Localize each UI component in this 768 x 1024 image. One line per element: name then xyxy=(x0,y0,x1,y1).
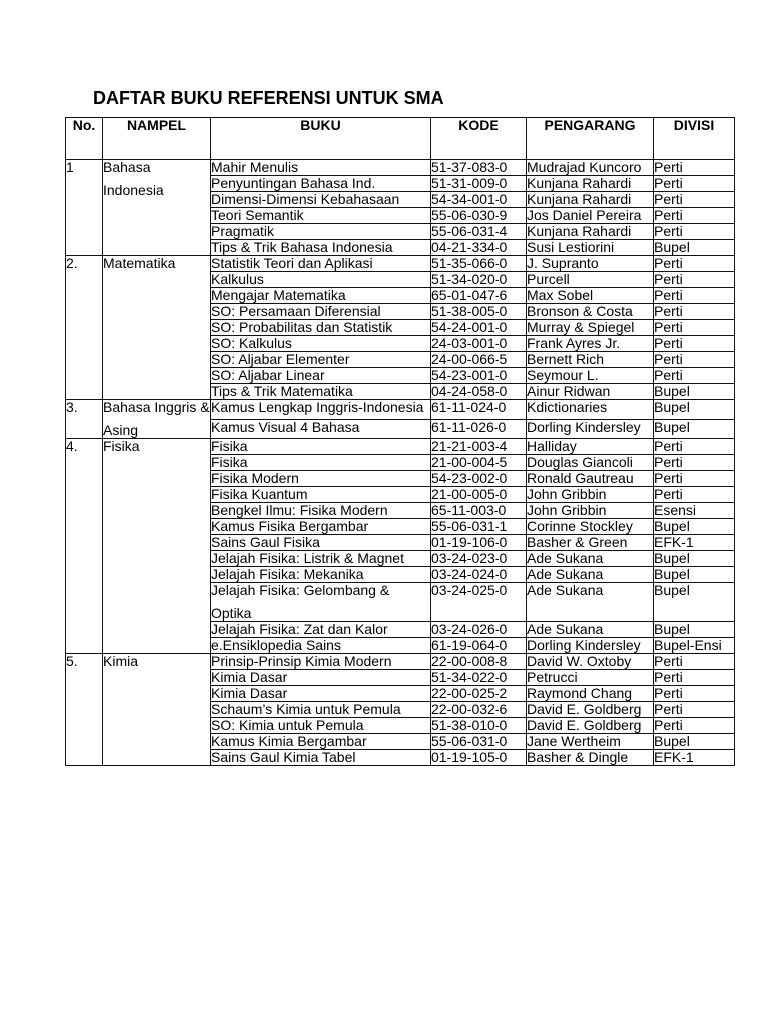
book-code: 24-03-001-0 xyxy=(431,335,508,351)
book-author-cell xyxy=(527,750,654,766)
reference-table xyxy=(65,117,735,766)
book-division: Bupel xyxy=(654,582,690,598)
book-author: David W. Oxtoby xyxy=(527,653,632,669)
book-title: SO: Persamaan Diferensial xyxy=(211,303,381,319)
book-code: 54-23-001-0 xyxy=(431,367,508,383)
book-code: 01-19-106-0 xyxy=(431,534,508,550)
book-division: Perti xyxy=(654,653,683,669)
book-author: John Gribbin xyxy=(527,502,607,518)
book-author: Douglas Giancoli xyxy=(527,454,633,470)
book-author-cell xyxy=(527,583,654,622)
book-title: SO: Kimia untuk Pemula xyxy=(211,717,364,733)
subject-name: Bahasa Indonesia xyxy=(103,159,164,198)
group-number-cell xyxy=(66,160,103,256)
book-code: 03-24-023-0 xyxy=(431,550,508,566)
book-division: Perti xyxy=(654,303,683,319)
book-division: EFK-1 xyxy=(654,749,694,765)
book-title: Prinsip-Prinsip Kimia Modern xyxy=(211,653,392,669)
book-author: Ronald Gautreau xyxy=(527,470,634,486)
book-author: Jane Wertheim xyxy=(527,733,621,749)
book-title: Fisika xyxy=(211,438,248,454)
book-code: 22-00-008-8 xyxy=(431,653,508,669)
header-buku-cell xyxy=(211,118,431,160)
book-title: Jelajah Fisika: Mekanika xyxy=(211,566,364,582)
book-division: Perti xyxy=(654,717,683,733)
subject-name-cell xyxy=(103,256,211,400)
book-author: Purcell xyxy=(527,271,570,287)
book-title: Fisika xyxy=(211,454,248,470)
book-author: Kunjana Rahardi xyxy=(527,175,632,191)
book-title-cell xyxy=(211,750,431,766)
book-author: J. Supranto xyxy=(527,255,599,271)
book-division: Perti xyxy=(654,207,683,223)
book-code: 51-38-005-0 xyxy=(431,303,508,319)
book-author: Murray & Spiegel xyxy=(527,319,635,335)
book-title: Tips & Trik Matematika xyxy=(211,383,353,399)
book-title: Mahir Menulis xyxy=(211,159,299,175)
book-code: 22-00-025-2 xyxy=(431,685,508,701)
book-author: Ade Sukana xyxy=(527,621,604,637)
book-code: 03-24-026-0 xyxy=(431,621,508,637)
book-code: 51-34-022-0 xyxy=(431,669,508,685)
subject-name-cell xyxy=(103,654,211,766)
subject-name: Fisika xyxy=(103,438,140,454)
book-author: Jos Daniel Pereira xyxy=(527,207,642,223)
book-title: SO: Aljabar Linear xyxy=(211,367,325,383)
book-code: 21-21-003-4 xyxy=(431,438,508,454)
book-code: 51-34-020-0 xyxy=(431,271,508,287)
book-code: 61-19-064-0 xyxy=(431,637,508,653)
book-author: Max Sobel xyxy=(527,287,594,303)
group-number-cell xyxy=(66,439,103,654)
book-title: Jelajah Fisika: Listrik & Magnet xyxy=(211,550,404,566)
book-division: Perti xyxy=(654,319,683,335)
book-title: Jelajah Fisika: Zat dan Kalor xyxy=(211,621,388,637)
book-title: Kalkulus xyxy=(211,271,264,287)
book-author: Dorling Kindersley xyxy=(527,637,641,653)
book-code: 24-00-066-5 xyxy=(431,351,508,367)
book-division: Bupel-Ensi xyxy=(654,637,722,653)
book-division: Bupel xyxy=(654,621,690,637)
book-author: Ade Sukana xyxy=(527,566,604,582)
book-title: Pragmatik xyxy=(211,223,275,239)
book-division: Perti xyxy=(654,351,683,367)
header-divisi-cell xyxy=(654,118,735,160)
book-code: 54-24-001-0 xyxy=(431,319,508,335)
header-row xyxy=(66,118,735,160)
book-division: Perti xyxy=(654,287,683,303)
header-kode-cell xyxy=(431,118,527,160)
book-code: 65-01-047-6 xyxy=(431,287,508,303)
book-title: Schaum’s Kimia untuk Pemula xyxy=(211,701,401,717)
book-division: Perti xyxy=(654,175,683,191)
book-author: Bernett Rich xyxy=(527,351,605,367)
book-code: 04-21-334-0 xyxy=(431,239,508,255)
book-code: 55-06-031-1 xyxy=(431,518,508,534)
book-title: Kamus Fisika Bergambar xyxy=(211,518,369,534)
book-division: Bupel xyxy=(654,383,690,399)
book-code: 03-24-024-0 xyxy=(431,566,508,582)
book-code: 61-11-024-0 xyxy=(431,399,507,415)
header-buku: BUKU xyxy=(300,117,341,133)
book-division: Perti xyxy=(654,335,683,351)
book-title: Jelajah Fisika: Gelombang & Optika xyxy=(211,582,390,621)
book-division: Perti xyxy=(654,255,683,271)
subject-name: Bahasa Inggris & Asing xyxy=(103,399,210,438)
group-number-cell xyxy=(66,256,103,400)
book-author: Kunjana Rahardi xyxy=(527,223,632,239)
book-division-cell xyxy=(654,583,735,622)
book-author: David E. Goldberg xyxy=(527,717,642,733)
book-author: Bronson & Costa xyxy=(527,303,633,319)
book-author: Basher & Dingle xyxy=(527,749,629,765)
subject-name-cell xyxy=(103,439,211,654)
book-code: 03-24-025-0 xyxy=(431,582,508,598)
group-number-cell xyxy=(66,654,103,766)
header-no-cell xyxy=(66,118,103,160)
book-division: Bupel xyxy=(654,418,690,435)
book-author: David E. Goldberg xyxy=(527,701,642,717)
book-author: Kdictionaries xyxy=(527,399,608,415)
book-author: Frank Ayres Jr. xyxy=(527,335,621,351)
book-author: Corinne Stockley xyxy=(527,518,633,534)
book-title: Mengajar Matematika xyxy=(211,287,346,303)
book-division: Perti xyxy=(654,438,683,454)
book-title: Sains Gaul Fisika xyxy=(211,534,320,550)
book-division: Perti xyxy=(654,669,683,685)
book-author: Dorling Kindersley xyxy=(527,418,641,435)
book-title: SO: Aljabar Elementer xyxy=(211,351,350,367)
book-code: 65-11-003-0 xyxy=(431,502,507,518)
group-number: 2. xyxy=(66,255,78,271)
book-title: Kimia Dasar xyxy=(211,669,288,685)
book-code: 54-34-001-0 xyxy=(431,191,508,207)
book-title-cell xyxy=(211,583,431,622)
book-division: Perti xyxy=(654,454,683,470)
group-number: 5. xyxy=(66,653,78,669)
header-nampel: NAMPEL xyxy=(126,117,187,133)
book-title: Fisika Kuantum xyxy=(211,486,308,502)
book-division: Perti xyxy=(654,470,683,486)
book-title: SO: Kalkulus xyxy=(211,335,292,351)
group-number: 3. xyxy=(66,399,78,415)
book-code: 21-00-005-0 xyxy=(431,486,508,502)
book-author: Susi Lestiorini xyxy=(527,239,615,255)
book-division: Perti xyxy=(654,701,683,717)
book-author: Raymond Chang xyxy=(527,685,633,701)
table-header xyxy=(66,118,735,160)
book-title: Statistik Teori dan Aplikasi xyxy=(211,255,373,271)
book-author: Basher & Green xyxy=(527,534,628,550)
book-division: Perti xyxy=(654,486,683,502)
book-division: Perti xyxy=(654,685,683,701)
book-division: Perti xyxy=(654,271,683,287)
book-title: Tips & Trik Bahasa Indonesia xyxy=(211,239,393,255)
book-title: Teori Semantik xyxy=(211,207,304,223)
book-division: Perti xyxy=(654,191,683,207)
book-code-cell xyxy=(431,750,527,766)
book-code: 55-06-031-4 xyxy=(431,223,508,239)
book-author: Petrucci xyxy=(527,669,578,685)
book-code-cell xyxy=(431,583,527,622)
book-title: e.Ensiklopedia Sains xyxy=(211,637,341,653)
header-no: No. xyxy=(72,117,96,133)
book-code: 51-31-009-0 xyxy=(431,175,508,191)
book-author: Kunjana Rahardi xyxy=(527,191,632,207)
subject-name-cell xyxy=(103,160,211,256)
book-division: Bupel xyxy=(654,566,690,582)
table-body xyxy=(66,160,735,766)
group-number-cell xyxy=(66,400,103,439)
page-title: DAFTAR BUKU REFERENSI UNTUK SMA xyxy=(93,88,444,108)
header-pengarang-cell xyxy=(527,118,654,160)
book-title: Sains Gaul Kimia Tabel xyxy=(211,749,356,765)
book-division: Perti xyxy=(654,223,683,239)
book-author: Halliday xyxy=(527,438,577,454)
book-code: 01-19-105-0 xyxy=(431,749,508,765)
book-division: EFK-1 xyxy=(654,534,694,550)
book-title: Kamus Kimia Bergambar xyxy=(211,733,367,749)
book-title: Dimensi-Dimensi Kebahasaan xyxy=(211,191,400,207)
book-division: Bupel xyxy=(654,733,690,749)
book-title: SO: Probabilitas dan Statistik xyxy=(211,319,393,335)
group-number: 1 xyxy=(66,159,74,175)
book-division: Esensi xyxy=(654,502,697,518)
book-title: Penyuntingan Bahasa Ind. xyxy=(211,175,376,191)
book-code: 22-00-032-6 xyxy=(431,701,508,717)
book-division: Bupel xyxy=(654,399,690,415)
header-nampel-cell xyxy=(103,118,211,160)
book-author: Seymour L. xyxy=(527,367,599,383)
book-code: 55-06-031-0 xyxy=(431,733,508,749)
book-title: Bengkel Ilmu: Fisika Modern xyxy=(211,502,388,518)
subject-name-cell xyxy=(103,400,211,439)
book-division: Bupel xyxy=(654,518,690,534)
book-code: 55-06-030-9 xyxy=(431,207,508,223)
group-number: 4. xyxy=(66,438,78,454)
header-kode: KODE xyxy=(458,117,499,133)
book-division-cell xyxy=(654,750,735,766)
book-code: 04-24-058-0 xyxy=(431,383,508,399)
book-division: Bupel xyxy=(654,550,690,566)
book-title: Fisika Modern xyxy=(211,470,299,486)
subject-name: Kimia xyxy=(103,653,139,669)
book-title: Kimia Dasar xyxy=(211,685,288,701)
book-title: Kamus Visual 4 Bahasa xyxy=(211,418,360,435)
book-division: Perti xyxy=(654,159,683,175)
book-code: 51-38-010-0 xyxy=(431,717,508,733)
book-code: 54-23-002-0 xyxy=(431,470,508,486)
book-author: John Gribbin xyxy=(527,486,607,502)
book-division: Perti xyxy=(654,367,683,383)
header-divisi: DIVISI xyxy=(673,117,715,133)
header-pengarang: PENGARANG xyxy=(544,117,636,133)
book-author: Ade Sukana xyxy=(527,550,604,566)
book-code: 61-11-026-0 xyxy=(431,418,507,435)
book-title: Kamus Lengkap Inggris-Indonesia xyxy=(211,399,424,415)
book-code: 21-00-004-5 xyxy=(431,454,508,470)
book-division: Bupel xyxy=(654,239,690,255)
book-author: Mudrajad Kuncoro xyxy=(527,159,642,175)
book-code: 51-35-066-0 xyxy=(431,255,508,271)
book-author: Ainur Ridwan xyxy=(527,383,611,399)
book-code: 51-37-083-0 xyxy=(431,159,508,175)
subject-name: Matematika xyxy=(103,255,176,271)
book-author: Ade Sukana xyxy=(527,582,604,598)
